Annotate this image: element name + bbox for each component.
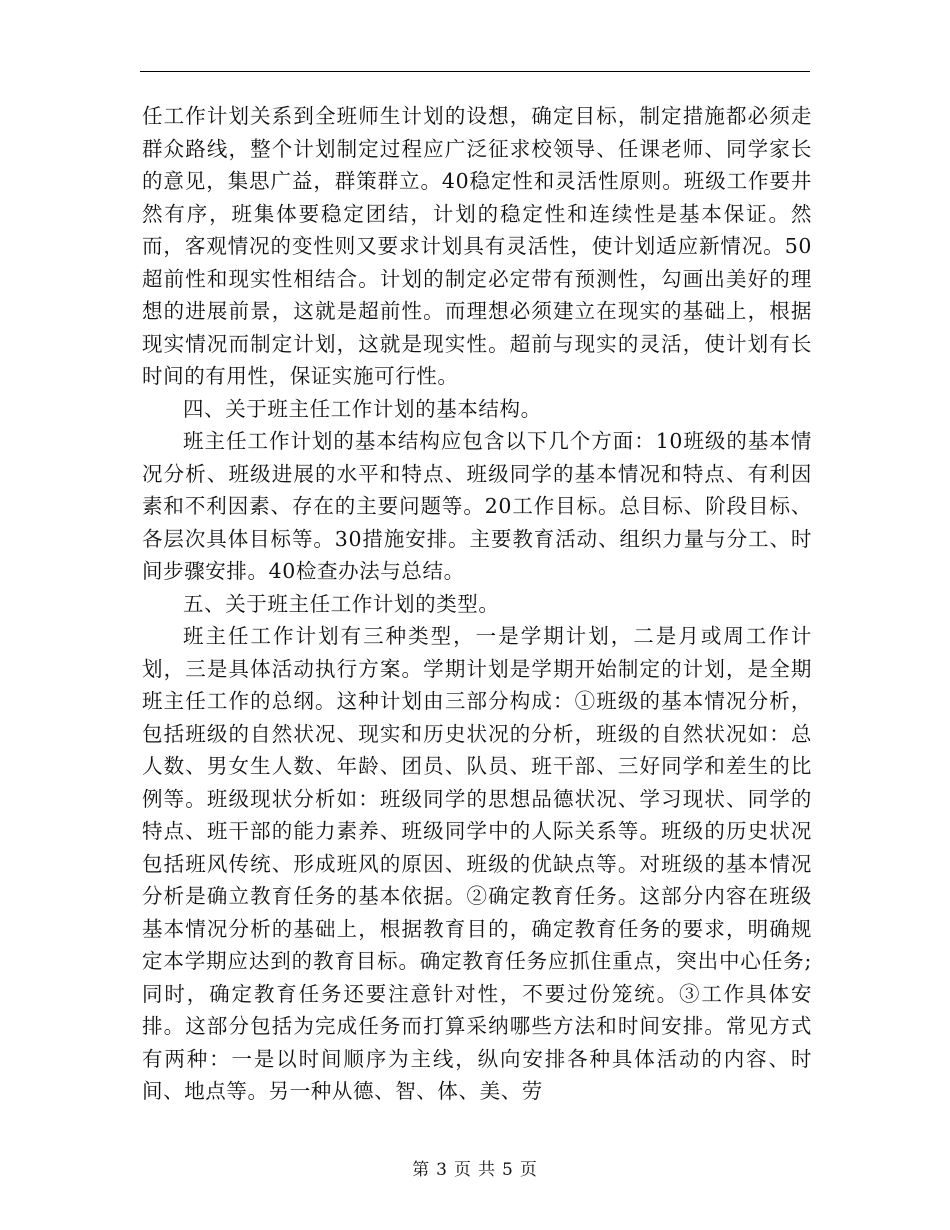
paragraph: 班主任工作计划的基本结构应包含以下几个方面：10班级的基本情况分析、班级进展的水平和特点、班级同学的基本情况和特点、有利因素和不利因素、存在的主要问题等。20工作目标。总目标、阶段目标、各层次具体目标等。30措施安排。主要教育活动、组织力量与分工、时间步骤安排。40检查办法与总结。 xyxy=(142,429,812,583)
footer-current-page: 3 xyxy=(436,1160,448,1180)
document-body xyxy=(142,100,812,1108)
footer-total-pages: 5 xyxy=(502,1160,514,1180)
footer-suffix: 页 xyxy=(519,1160,538,1180)
section-heading: 四、关于班主任工作计划的基本结构。 xyxy=(183,396,542,421)
footer-page-word: 页 xyxy=(454,1160,472,1180)
page-footer xyxy=(0,1155,950,1180)
footer-total-word: 共 xyxy=(478,1160,496,1180)
footer-prefix: 第 xyxy=(412,1160,431,1180)
header-rule xyxy=(140,71,810,72)
paragraph: 任工作计划关系到全班师生计划的设想，确定目标，制定措施都必须走群众路线，整个计划制定过程应广泛征求校领导、任课老师、同学家长的意见，集思广益，群策群立。40稳定性和灵活性原则。班级工作要井然有序，班集体要稳定团结，计划的稳定性和连续性是基本保证。然而，客观情况的变性则又要求计划具有灵活性，使计划适应新情况。50超前性和现实性相结合。计划的制定必定带有预测性，勾画出美好的理想的进展前景，这就是超前性。而理想必须建立在现实的基础上，根据现实情况而制定计划，这就是现实性。超前与现实的灵活，使计划有长时间的有用性，保证实施可行性。 xyxy=(142,104,812,388)
paragraph: 班主任工作计划有三种类型，一是学期计划，二是月或周工作计划，三是具体活动执行方案。学期计划是学期开始制定的计划，是全期班主任工作的总纲。这种计划由三部分构成：①班级的基本情况分析，包括班级的自然状况、现实和历史状况的分析，班级的自然状况如：总人数、男女生人数、年龄、团员、队员、班干部、三好同学和差生的比例等。班级现状分析如：班级同学的思想品德状况、学习现状、同学的特点、班干部的能力素养、班级同学中的人际关系等。班级的历史状况包括班风传统、形成班风的原因、班级的优缺点等。对班级的基本情况分析是确立教育任务的基本依据。②确定教育任务。这部分内容在班级基本情况分析的基础上，根据教育目的，确定教育任务的要求，明确规定本学期应达到的教育目标。确定教育任务应抓住重点，突出中心任务;同时，确定教育任务还要注意针对性，不要过份笼统。③工作具体安排。这部分包括为完成任务而打算采纳哪些方法和时间安排。常见方式有两种：一是以时间顺序为主线，纵向安排各种具体活动的内容、时间、地点等。另一种从德、智、体、美、劳 xyxy=(142,624,812,1103)
section-heading: 五、关于班主任工作计划的类型。 xyxy=(183,591,500,616)
